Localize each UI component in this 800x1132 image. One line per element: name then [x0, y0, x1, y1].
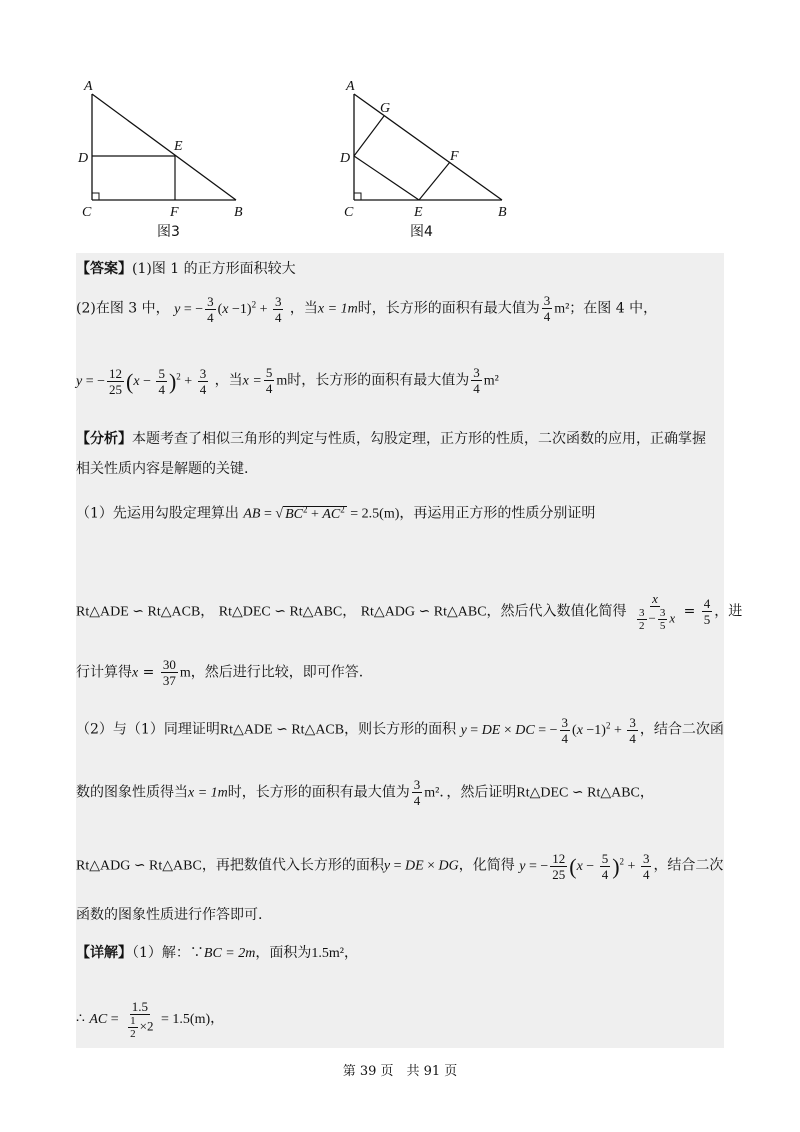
fig4-label-d: D: [340, 151, 351, 166]
analysis-x1: x = 1m: [188, 785, 228, 801]
analysis-finish: 函数的图象性质进行作答即可.: [76, 907, 263, 923]
answer-time: 时，长方形的面积有最大值为: [357, 300, 540, 317]
sim-ade-acb-2: Rt△ADE ∽ Rt△ACB: [219, 722, 345, 738]
formula-fig3: y = − $\frac{3}{4}$ $(x -1)^2$ + $\frac{3}{4}$: [174, 293, 282, 325]
answer-line-1: [76, 259, 296, 279]
analysis-area-text: ，则长方形的面积: [344, 721, 457, 738]
fig4-label-e: E: [414, 205, 423, 220]
max-unit: m²: [554, 301, 570, 317]
solution-content: [76, 253, 743, 1048]
x54-unit: m: [276, 373, 288, 389]
analysis-substitute: ，再把数值代入长方形的面积: [201, 857, 384, 874]
detail-area-val: 1.5m²: [311, 946, 344, 961]
analysis-calc-line: 行计算得x = $\frac{30}{37}$ m，然后进行比较，即可作答.: [76, 657, 364, 688]
analysis-graph-line: 数的图象性质得当x = 1m时，长方形的面积有最大值为 $\frac{3}{4}$ m²．，然后证明Rt△DEC ∽ Rt△ABC，: [76, 777, 654, 808]
answer-x54: x =: [242, 373, 262, 389]
detail-area-label: ，面积为: [255, 945, 312, 961]
analysis-step2-line: [76, 715, 724, 746]
fig4-label-b: B: [498, 205, 507, 220]
analysis-step1b: ，再运用正方形的性质分别证明: [399, 505, 596, 522]
analysis-line-1: [76, 429, 706, 449]
fig3-label-c: C: [82, 205, 92, 220]
fig3-label-f: F: [170, 205, 179, 220]
analysis-sim-line: Rt△ADE ∽ Rt△ACB， Rt△DEC ∽ Rt△ABC， Rt△ADG ∽ Rt△ABC，然后代入数值化简得 x $\frac{3}{2}$ − $\frac{3}{5}$ x = $\frac{4}{5}$ ，进: [76, 591, 743, 632]
analysis-time: 时，长方形的面积有最大值为: [227, 784, 410, 801]
answer-when: ，当: [289, 300, 318, 317]
analysis-step1-line: [76, 499, 595, 525]
answer-x1: x = 1m: [317, 301, 358, 317]
analysis-text2: 相关性质内容是解题的关键.: [76, 461, 249, 477]
analysis-then-prove: ．，然后证明: [439, 784, 517, 801]
analysis-simplified: ，化简得: [458, 857, 515, 874]
answer-line-3: [76, 365, 499, 397]
formula-fig4: y = − $\frac{12}{25}$ (x − $\frac{5}{4}$ )$^2$ + $\frac{3}{4}$: [76, 365, 207, 397]
sim-dec-abc-2: Rt△DEC ∽ Rt△ABC: [516, 785, 640, 801]
fig3-label-d: D: [78, 151, 89, 166]
x54-fraction: $\frac{5}{4}$: [265, 365, 273, 396]
formula-ac: AC = 1.5 $\frac{1}{2}$ ×2 = 1.5(m): [89, 999, 211, 1040]
four-fifths: $\frac{4}{5}$: [703, 596, 711, 627]
sim-ade-acb: Rt△ADE ∽ Rt△ACB: [76, 604, 201, 620]
answer-part2-intro: (2)在图 3 中，: [76, 300, 170, 317]
figure-4: [332, 76, 532, 250]
analysis-line-2: [76, 459, 248, 479]
fig4-intro: ；在图 4 中，: [569, 300, 658, 317]
detail-line-2: ∴ AC = 1.5 $\frac{1}{2}$ ×2 = 1.5(m)，: [76, 999, 225, 1040]
answer-line-2: [76, 293, 657, 325]
formula-ab: AB = √ $BC^2 + AC^2 = 2.5(m)$: [243, 504, 400, 522]
analysis-compare: ，然后进行比较，即可作答.: [190, 664, 364, 681]
x-30-37: $\frac{30}{37}$: [162, 657, 176, 688]
sim-dec-abc: Rt△DEC ∽ Rt△ABC: [218, 604, 343, 620]
analysis-combine: ，结合二次函: [639, 721, 724, 738]
figure-4-diagram: [332, 76, 532, 246]
sim-adg-abc-2: Rt△ADG ∽ Rt△ABC: [76, 858, 202, 874]
analysis-finish-line: [76, 905, 262, 925]
max-fraction-2: $\frac{3}{4}$: [473, 365, 480, 396]
analysis-tag: 【分析】: [76, 431, 132, 447]
fig3-label-b: B: [234, 205, 243, 220]
analysis-text1: 本题考查了相似三角形的判定与性质，勾股定理，正方形的性质，二次函数的应用，正确掌握: [132, 431, 706, 447]
figure-3-diagram: [70, 76, 270, 246]
max-unit-2: m²: [483, 373, 499, 389]
detail-bc: BC = 2m: [203, 946, 256, 961]
detail-tag: 【详解】: [76, 945, 132, 961]
analysis-max-unit: m²: [424, 785, 440, 801]
fig3-label-a: A: [84, 79, 93, 94]
analysis-proceed: ，进: [714, 603, 743, 620]
detail-line-1: 【详解】（1）解：∵BC = 2m，面积为1.5m²，: [76, 945, 358, 961]
answer-time-2: 时，长方形的面积有最大值为: [287, 372, 470, 389]
answer-when-2: ，当: [214, 372, 243, 389]
sim-adg-abc: Rt△ADG ∽ Rt△ABC: [360, 604, 487, 620]
figure-3: [70, 76, 270, 250]
analysis-calc: 行计算得: [76, 664, 132, 681]
fig3-label-e: E: [174, 139, 183, 154]
analysis-substitute-line: Rt△ADG ∽ Rt△ABC，再把数值代入长方形的面积y = DE × DG，化简得 y = − $\frac{12}{25}$ (x − $\frac{5}{4}$ )$^2$ + $\frac{3}{4}$ ，结合二次: [76, 851, 724, 882]
page-footer: 第 39 页 共 91 页: [342, 1064, 458, 1079]
answer-part1: (1)图 1 的正方形面积较大: [132, 261, 296, 277]
fig4-label-f: F: [450, 149, 459, 164]
analysis-step1: （1）先运用勾股定理算出: [76, 505, 239, 522]
fig4-label-a: A: [346, 79, 355, 94]
formula-fig4-2: y = − $\frac{12}{25}$ (x − $\frac{5}{4}$ )$^2$ + $\frac{3}{4}$: [519, 851, 650, 882]
fig3-caption: 图3: [157, 224, 180, 240]
formula-area: y = DE × DC = − $\frac{3}{4}$ $(x -1)^2$ + $\frac{3}{4}$: [460, 715, 636, 746]
detail-text: （1）解：∵: [132, 945, 204, 961]
max-fraction: $\frac{3}{4}$: [543, 293, 551, 324]
fig4-caption: 图4: [410, 224, 433, 240]
analysis-graph-text: 数的图象性质得当: [76, 784, 188, 801]
fig4-label-c: C: [344, 205, 354, 220]
simplified-fraction: x $\frac{3}{2}$ − $\frac{3}{5}$ x: [639, 591, 676, 632]
analysis-combine2: ，结合二次: [653, 857, 724, 874]
analysis-step2: （2）与（1）同理证明: [76, 721, 220, 738]
fig4-label-g: G: [380, 101, 391, 116]
answer-tag: 【答案】: [76, 261, 132, 277]
analysis-simplify: ，然后代入数值化简得: [486, 603, 627, 620]
therefore-symbol: ∴: [76, 1010, 85, 1027]
